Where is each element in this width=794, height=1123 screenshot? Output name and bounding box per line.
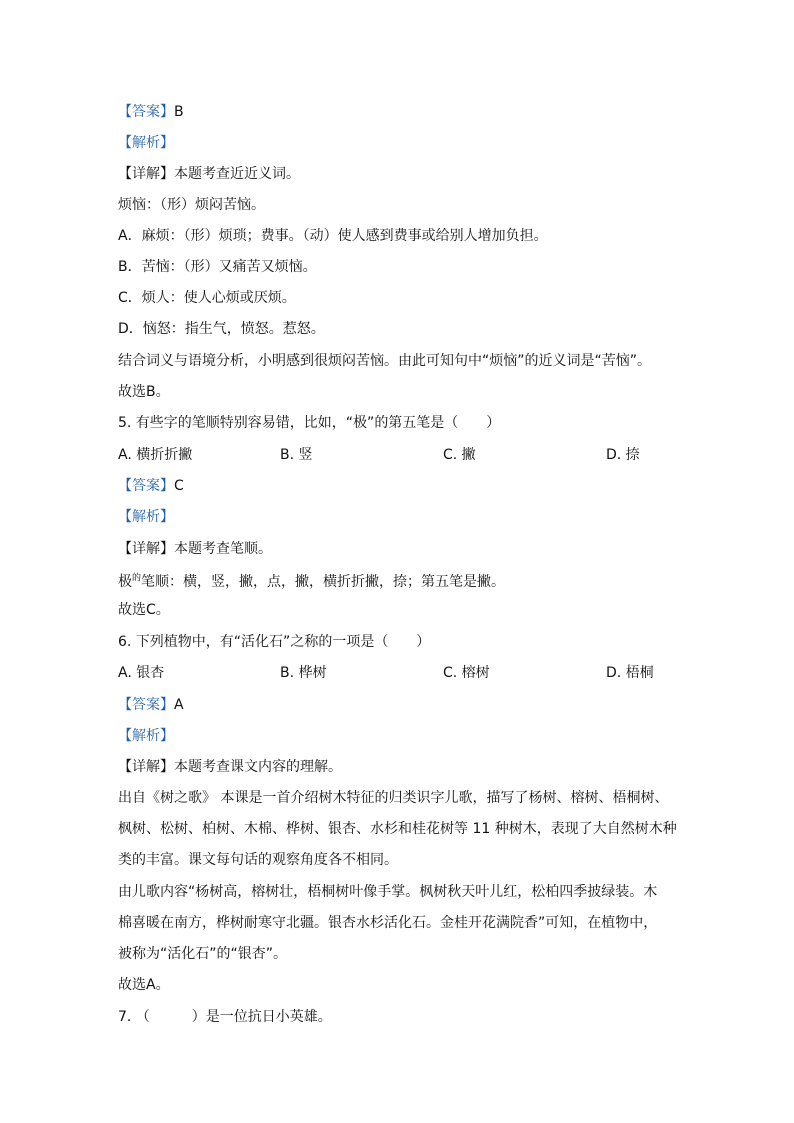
option-c: C. 榕树: [443, 665, 490, 681]
question-7: 7. （ ）是一位抗日小英雄。: [118, 1009, 332, 1025]
analysis-tag: 【解析】: [118, 509, 174, 525]
explanation-line: 结合词义与语境分析，小明感到很烦闷苦恼。由此可知句中“烦恼”的近义词是“苦恼”。: [118, 353, 652, 369]
explanation-line: 烦恼：（形）烦闷苦恼。: [118, 197, 265, 213]
explanation-line: B．苦恼：（形）又痛苦又烦恼。: [118, 259, 317, 275]
detail-text: 本题考查课文内容的理解。: [174, 759, 342, 775]
option-b: B. 桦树: [280, 665, 327, 681]
superscript-char: 的: [132, 573, 142, 584]
detail-line: [118, 165, 300, 183]
analysis-tag: 【解析】: [118, 135, 174, 151]
detail-tag: 【详解】: [118, 166, 174, 182]
detail-text: 本题考查笔顺。: [174, 541, 272, 557]
answer-value: A: [174, 697, 184, 713]
option-c: C. 撇: [443, 447, 476, 463]
detail-tag: 【详解】: [118, 759, 174, 775]
stroke-char: 极: [118, 574, 132, 590]
option-b: B. 竖: [280, 447, 313, 463]
answer-line: [118, 103, 184, 121]
answer-value: C: [174, 478, 184, 494]
options-row: [118, 446, 678, 464]
option-d: D. 捺: [606, 447, 640, 463]
answer-line: [118, 696, 184, 714]
question-5: 5. 有些字的笔顺特别容易错，比如，“极”的第五笔是（ ）: [118, 415, 501, 431]
analysis-tag: 【解析】: [118, 728, 174, 744]
answer-tag: 【答案】: [118, 104, 174, 120]
conclusion-line: 故选C。: [118, 602, 170, 618]
detail-tag: 【详解】: [118, 541, 174, 557]
stroke-order-line: [118, 573, 505, 591]
explanation-line: 由儿歌内容“杨树高，榕树壮，梧桐树叶像手掌。枫树秋天叶儿红，松柏四季披绿装。木: [118, 884, 658, 900]
stroke-order-text: 笔顺：横，竖，撇，点，撇，横折折撇，捺；第五笔是撇。: [141, 574, 506, 590]
explanation-line: C．烦人：使人心烦或厌烦。: [118, 290, 296, 306]
question-6: 6. 下列植物中，有“活化石”之称的一项是（ ）: [118, 634, 431, 650]
explanation-line: 棉喜暖在南方，桦树耐寒守北疆。银杏水杉活化石。金桂开花满院香”可知，在植物中，: [118, 915, 658, 931]
option-d: D. 梧桐: [606, 665, 654, 681]
conclusion-line: 故选A。: [118, 977, 170, 993]
explanation-line: D．恼怒：指生气，愤怒。惹怒。: [118, 321, 325, 337]
answer-tag: 【答案】: [118, 478, 174, 494]
answer-line: [118, 477, 184, 495]
conclusion-line: 故选B。: [118, 384, 170, 400]
detail-text: 本题考查近近义词。: [174, 166, 300, 182]
answer-value: B: [174, 104, 184, 120]
option-a: A. 银杏: [118, 665, 165, 681]
explanation-line: A．麻烦：（形）烦琐；费事。（动）使人感到费事或给别人增加负担。: [118, 228, 548, 244]
option-a: A. 横折折撇: [118, 447, 193, 463]
explanation-line: 枫树、松树、柏树、木棉、桦树、银杏、水杉和桂花树等 11 种树木，表现了大自然树木种: [118, 821, 677, 837]
explanation-line: 被称为“活化石”的“银杏”。: [118, 946, 288, 962]
explanation-line: 出自《树之歌》 本课是一首介绍树木特征的归类识字儿歌，描写了杨树、榕树、梧桐树、: [118, 790, 669, 806]
detail-line: [118, 758, 342, 776]
answer-tag: 【答案】: [118, 697, 174, 713]
explanation-line: 类的丰富。课文每句话的观察角度各不相同。: [118, 852, 398, 868]
detail-line: [118, 540, 272, 558]
options-row: [118, 664, 678, 682]
